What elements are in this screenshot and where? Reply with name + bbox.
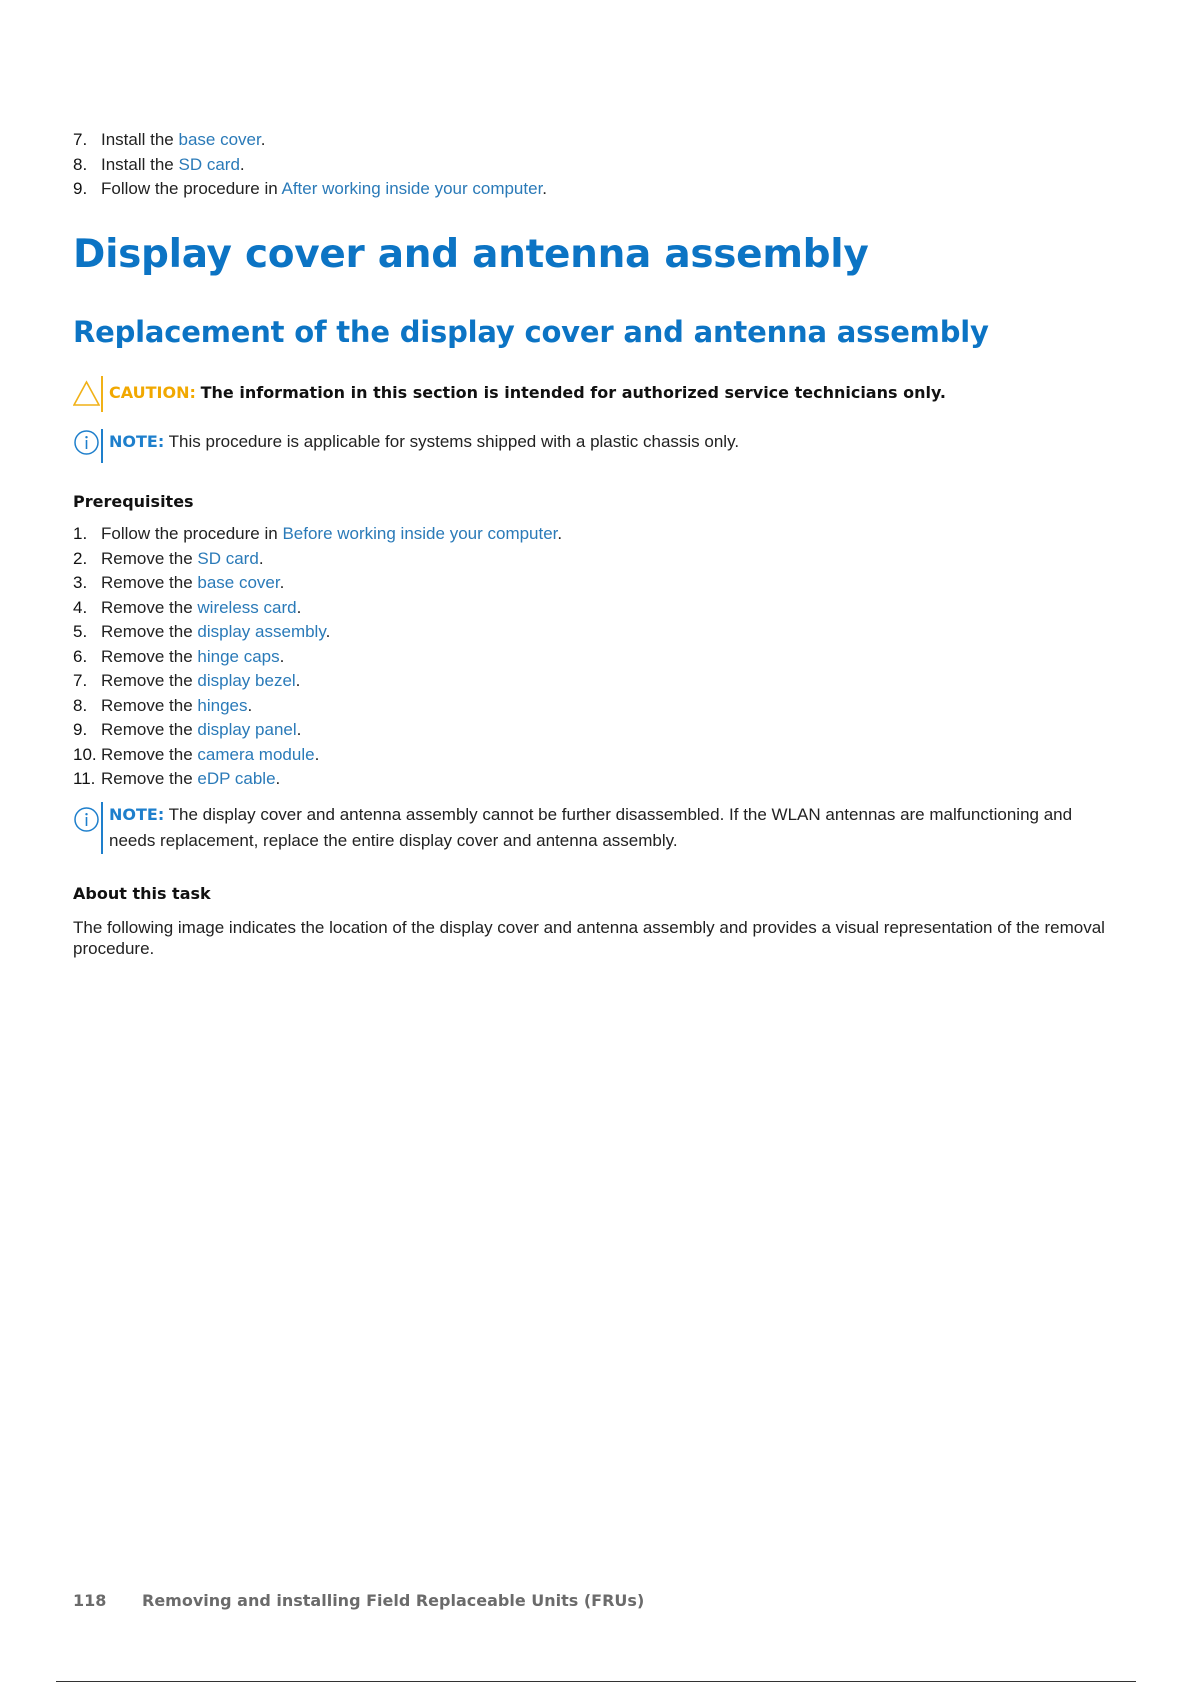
- step-text: Remove the: [101, 695, 198, 715]
- step-punct: .: [279, 573, 285, 592]
- step-text: Remove the: [101, 646, 198, 666]
- note-message: The display cover and antenna assembly cannot be further disassembled. If the WLAN antennas are malfunctioning and needs replacement, replace the entire display cover and antenna assembly.: [109, 805, 1073, 850]
- caution-notice: [73, 380, 946, 412]
- prerequisites-list: [73, 522, 562, 792]
- edp-cable-link[interactable]: eDP cable: [197, 769, 276, 788]
- step-number: 6.: [73, 646, 88, 666]
- footer-page-number: 118: [73, 1591, 107, 1610]
- note-bar: [101, 802, 103, 854]
- note-label: NOTE:: [109, 432, 165, 451]
- step-punct: .: [275, 769, 281, 788]
- step-text: Remove the: [101, 744, 198, 764]
- list-item: [73, 153, 547, 178]
- step-text: Install the: [101, 130, 179, 149]
- note-text: [109, 429, 739, 455]
- list-item: [73, 571, 562, 596]
- step-number: 11.: [73, 769, 96, 788]
- step-punct: .: [258, 548, 264, 568]
- list-item: [73, 694, 562, 719]
- step-text: Remove the: [101, 720, 198, 739]
- prerequisites-heading: Prerequisites: [73, 492, 194, 511]
- note-notice-2: [73, 802, 1123, 854]
- step-number: 5.: [73, 622, 88, 641]
- step-text: Follow the procedure in: [101, 179, 282, 198]
- display-assembly-link[interactable]: display assembly: [197, 622, 326, 641]
- step-text: Remove the: [101, 573, 198, 592]
- step-text: Remove the: [101, 769, 198, 788]
- step-punct: .: [325, 622, 331, 641]
- list-item: [73, 522, 562, 547]
- step-number: 9.: [73, 720, 88, 739]
- step-number: 7.: [73, 671, 88, 690]
- base-cover-link[interactable]: base cover: [197, 573, 280, 592]
- step-text: Remove the: [101, 622, 198, 641]
- step-number: 7.: [73, 130, 88, 149]
- step-punct: .: [296, 720, 302, 739]
- hinge-caps-link[interactable]: hinge caps: [197, 646, 280, 666]
- continued-steps-list: [73, 128, 547, 202]
- page-title: Display cover and antenna assembly: [73, 232, 869, 277]
- step-number: 10.: [73, 744, 97, 764]
- display-panel-link[interactable]: display panel: [197, 720, 297, 739]
- step-text: Remove the: [101, 671, 198, 690]
- after-working-link[interactable]: After working inside your computer: [281, 179, 543, 198]
- list-item: [73, 177, 547, 202]
- display-bezel-link[interactable]: display bezel: [197, 671, 296, 690]
- about-task-heading: About this task: [73, 884, 211, 903]
- list-item: [73, 620, 562, 645]
- list-item: [73, 547, 562, 572]
- about-task-text: The following image indicates the location of the display cover and antenna assembly and provides a visual representation of the removal procedure.: [73, 918, 1105, 958]
- sd-card-link[interactable]: SD card: [178, 154, 240, 174]
- before-working-link[interactable]: Before working inside your computer: [282, 524, 558, 543]
- camera-module-link[interactable]: camera module: [197, 744, 315, 764]
- step-text: Follow the procedure in: [101, 524, 283, 543]
- step-number: 9.: [73, 179, 88, 198]
- step-punct: .: [296, 597, 302, 617]
- list-item: [73, 767, 562, 792]
- list-item: [73, 743, 562, 768]
- sd-card-link[interactable]: SD card: [197, 548, 259, 568]
- step-punct: .: [314, 744, 320, 764]
- step-punct: .: [260, 130, 266, 149]
- caution-text: [109, 380, 946, 406]
- step-text: Remove the: [101, 597, 198, 617]
- step-number: 2.: [73, 548, 88, 568]
- step-text: Install the: [101, 154, 179, 174]
- note-message: This procedure is applicable for systems shipped with a plastic chassis only.: [168, 432, 740, 451]
- note-label: NOTE:: [109, 805, 165, 824]
- step-text: Remove the: [101, 548, 198, 568]
- info-icon: [73, 429, 100, 456]
- caution-message: The information in this section is intended for authorized service technicians only.: [200, 383, 946, 402]
- list-item: [73, 128, 547, 153]
- note-bar: [101, 429, 103, 463]
- step-punct: .: [295, 671, 301, 690]
- step-punct: .: [239, 154, 245, 174]
- step-number: 4.: [73, 597, 88, 617]
- step-punct: .: [279, 646, 285, 666]
- warning-triangle-icon: [73, 380, 100, 407]
- step-number: 1.: [73, 524, 88, 543]
- caution-label: CAUTION:: [109, 383, 196, 402]
- note-notice: [73, 429, 739, 463]
- wireless-card-link[interactable]: wireless card: [197, 597, 297, 617]
- step-number: 3.: [73, 573, 88, 592]
- hinges-link[interactable]: hinges: [197, 695, 248, 715]
- step-punct: .: [557, 524, 563, 543]
- step-number: 8.: [73, 695, 88, 715]
- section-title: Replacement of the display cover and antenna assembly: [73, 315, 989, 349]
- list-item: [73, 718, 562, 743]
- footer-section-title: Removing and installing Field Replaceable Units (FRUs): [142, 1591, 645, 1610]
- list-item: [73, 645, 562, 670]
- footer-divider: [56, 1681, 1136, 1682]
- step-punct: .: [247, 695, 253, 715]
- note-text: [109, 802, 1123, 854]
- info-icon: [73, 806, 100, 833]
- caution-bar: [101, 376, 103, 412]
- step-number: 8.: [73, 154, 88, 174]
- list-item: [73, 596, 562, 621]
- list-item: [73, 669, 562, 694]
- base-cover-link[interactable]: base cover: [178, 130, 261, 149]
- step-punct: .: [542, 179, 548, 198]
